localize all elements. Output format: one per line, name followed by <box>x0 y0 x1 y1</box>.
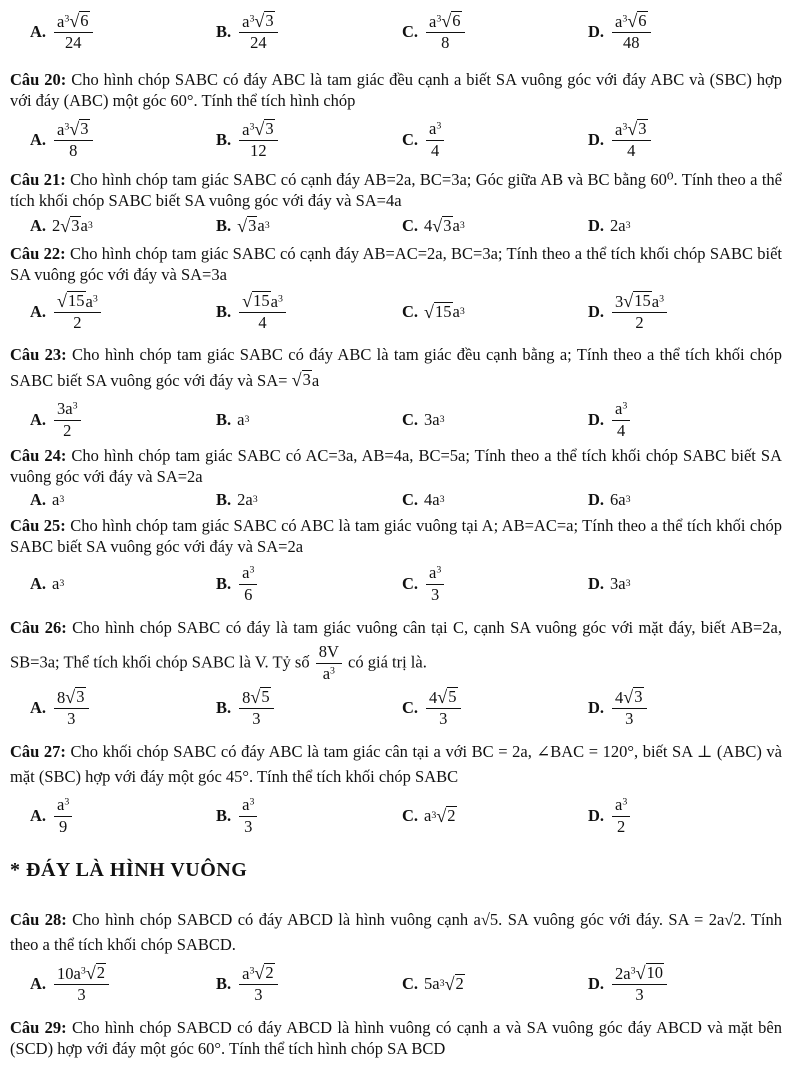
option-d[interactable]: D. 2a 3 <box>588 215 631 235</box>
option-a[interactable]: A. 8 √ 3 3 <box>30 680 91 736</box>
section-heading: * ĐÁY LÀ HÌNH VUÔNG <box>10 859 248 881</box>
option-d[interactable]: D. 3a 3 <box>588 573 631 593</box>
option-b[interactable]: B. $a^3$ √ 2 3 <box>216 956 280 1012</box>
option-c[interactable]: C. $\frac{a^3}{4}$ <box>402 112 446 168</box>
option-a[interactable]: A. $\frac{3a^3}{2}$ <box>30 392 83 448</box>
option-c[interactable]: C. 5a 3 √ 2 <box>402 973 464 995</box>
question-29: Câu 29: Cho hình chóp SABCD có đáy ABCD là hình vuông có cạnh a và SA vuông góc đáy ABCD và mặt bên (SCD) hợp với đáy một góc 60°. Tính thể tích hình chóp SA BCD <box>10 1018 782 1058</box>
q21-options <box>30 214 790 238</box>
option-a[interactable]: A. $a^3$ √ 6 24 <box>30 4 95 60</box>
option-b[interactable]: B. $a^3$ √ 3 12 <box>216 112 280 168</box>
option-d[interactable]: D. 3 √ 15 $a^3$ 2 <box>588 284 669 340</box>
option-c[interactable]: C. $\frac{a^3}{3}$ <box>402 556 446 612</box>
option-a[interactable]: A. $\frac{a^3}{9}$ <box>30 788 74 844</box>
ratio-fraction: $\frac{8V}{a^3}$ <box>316 643 342 684</box>
question-24: Câu 24: Cho hình chóp tam giác SABC có AC=3a, AB=4a, BC=5a; Tính theo a thể tích khối chóp SABC biết SA vuông góc với đáy và SA=2a <box>10 446 782 486</box>
option-b[interactable]: B. a 3 <box>216 409 250 429</box>
option-d[interactable]: D. $\frac{a^3}{2}$ <box>588 788 632 844</box>
question-27: Câu 27: Cho khối chóp SABC có đáy ABC là tam giác cân tại a với BC = 2a, ∠BAC = 120°, biết SA ⊥ (ABC) và mặt (SBC) hợp với đáy một góc 45°. Tính thể tích khối chóp SABC <box>10 742 782 786</box>
option-c[interactable]: C. 4a 3 <box>402 489 445 509</box>
q28-options <box>30 956 790 1012</box>
q22-options <box>30 284 790 340</box>
question-28: Câu 28: Cho hình chóp SABCD có đáy ABCD là hình vuông cạnh a√5. SA vuông góc với đáy. SA = 2a√2. Tính theo a thể tích khối chóp SABCD. <box>10 910 782 954</box>
question-25: Câu 25: Cho hình chóp tam giác SABC có ABC là tam giác vuông tại A; AB=AC=a; Tính theo a thể tích khối chóp SABC biết SA vuông góc với đáy và SA=2a <box>10 516 782 556</box>
question-23: Câu 23: Cho hình chóp tam giác SABC có đáy ABC là tam giác đều cạnh bằng a; Tính theo a thể tích khối chóp SABC biết SA vuông góc với đáy và SA= √ 3 a <box>10 345 782 390</box>
option-a[interactable]: A. a 3 <box>30 573 65 593</box>
option-c[interactable]: C. $a^3$ √ 6 8 <box>402 4 467 60</box>
option-a[interactable]: A. $10a^3$ √ 2 3 <box>30 956 111 1012</box>
option-b[interactable]: B. 2a 3 <box>216 489 258 509</box>
option-d[interactable]: D. 6a 3 <box>588 489 631 509</box>
q27-options <box>30 788 790 844</box>
option-b[interactable]: B. √ 15 $a^3$ 4 <box>216 284 288 340</box>
option-b[interactable]: B. 8 √ 5 3 <box>216 680 276 736</box>
option-d[interactable]: D. 4 √ 3 3 <box>588 680 649 736</box>
option-c[interactable]: C. 3a 3 <box>402 409 445 429</box>
q25-options <box>30 556 790 612</box>
option-b[interactable]: B. √ 3 a 3 <box>216 215 270 237</box>
option-a[interactable]: A. √ 15 $a^3$ 2 <box>30 284 103 340</box>
option-d[interactable]: D. $a^3$ √ 3 4 <box>588 112 653 168</box>
option-c[interactable]: C. a 3 √ 2 <box>402 805 456 827</box>
q26-options <box>30 680 790 736</box>
option-a[interactable]: A. 2 √ 3 a 3 <box>30 215 93 237</box>
option-a[interactable]: A. a 3 <box>30 489 65 509</box>
option-b[interactable]: B. $\frac{a^3}{6}$ <box>216 556 259 612</box>
option-d[interactable]: D. $\frac{a^3}{4}$ <box>588 392 632 448</box>
q23-options <box>30 392 790 448</box>
question-26: Câu 26: Cho hình chóp SABC có đáy là tam giác vuông cân tại C, cạnh SA vuông góc với mặt đáy, biết AB=2a, SB=3a; Thể tích khối chóp SABC là V. Tỷ số $\frac{8V}{a^3}$ có giá trị là. <box>10 618 782 683</box>
option-a[interactable]: A. $a^3$ √ 3 8 <box>30 112 95 168</box>
option-b[interactable]: B. $\frac{a^3}{3}$ <box>216 788 259 844</box>
option-b[interactable]: B. $a^3$ √ 3 24 <box>216 4 280 60</box>
question-20: Câu 20: Cho hình chóp SABC có đáy ABC là tam giác đều cạnh a biết SA vuông góc với đáy ABC và (SBC) hợp với đáy (ABC) một góc 60°. Tính thể tích hình chóp <box>10 70 782 110</box>
q20-options <box>30 112 790 168</box>
option-d[interactable]: D. $a^3$ √ 6 48 <box>588 4 653 60</box>
q19-options <box>30 4 790 60</box>
option-c[interactable]: C. 4 √ 3 a 3 <box>402 215 465 237</box>
question-21: Câu 21: Cho hình chóp tam giác SABC có cạnh đáy AB=2a, BC=3a; Góc giữa AB và BC bằng 60⁰. Tính theo a thể tích khối chóp SABC biết SA vuông góc với đáy và SA=4a <box>10 170 782 210</box>
q24-options <box>30 488 790 512</box>
option-c[interactable]: C. √ 15 a 3 <box>402 301 465 323</box>
option-c[interactable]: C. 4 √ 5 3 <box>402 680 463 736</box>
question-22: Câu 22: Cho hình chóp tam giác SABC có cạnh đáy AB=AC=2a, BC=3a; Tính theo a thể tích khối chóp SABC biết SA vuông góc với đáy và SA=3a <box>10 244 783 284</box>
option-d[interactable]: D. $2a^3$ √ 10 3 <box>588 956 669 1012</box>
